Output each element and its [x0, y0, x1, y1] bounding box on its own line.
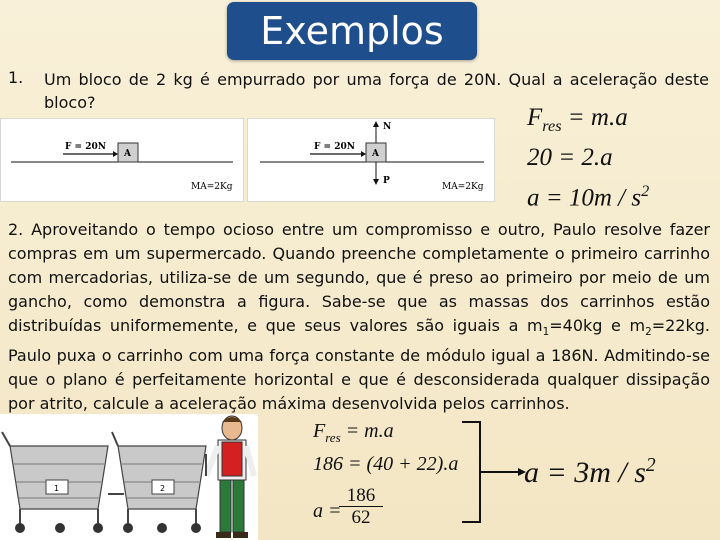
force-label: F = 20N [65, 142, 106, 152]
block-label: A [372, 149, 379, 159]
force-label: F = 20N [314, 142, 355, 152]
fraction-denominator: 62 [351, 507, 371, 528]
cart-1 [2, 432, 108, 533]
q2-result: $a = 3m / s^2$ [524, 455, 656, 489]
block-diagram-1 [0, 118, 244, 202]
q2-fraction [339, 486, 383, 529]
question-1-number: 1. [8, 68, 24, 87]
q2-equation-1: $F_{res} = m.a$ [313, 420, 394, 445]
question-1-text: Um bloco de 2 kg é empurrado por uma força de 20N. Qual a aceleração deste bloco? [44, 70, 709, 112]
cart-1-label: 1 [54, 484, 60, 493]
question-2-text: 2. Aproveitando o tempo ocioso entre um compromisso e outro, Paulo resolve fazer compras em um supermercado. Quando preenche completamente o primeiro carrinho com mercadorias, utiliza-se de um segundo, que é preso ao primeiro por meio de um gancho, como demonstra a figura. Sabe-se que as massas dos carrinhos estão distribuídas uniformemente, e que seus valores são iguais a $m_1=40kg$ e $m_2=22kg$. Paulo puxa o carrinho com uma força constante de módulo igual a 186N. Admitindo-se que o plano é perfeitamente horizontal e que é desconsiderada qualquer dissipação por atrito, calcule a aceleração máxima desenvolvida pelos carrinhos. [8, 220, 710, 414]
cart-2-label: 2 [160, 484, 166, 493]
normal-label: N [383, 122, 392, 132]
q2-equation-3-lhs: a = [313, 500, 342, 522]
cart-2 [112, 432, 206, 533]
man-figure [206, 416, 254, 538]
fraction-numerator: 186 [339, 486, 383, 507]
block-label: A [124, 149, 131, 159]
q1-equation-1: $F_{res} = m.a$ [527, 104, 628, 135]
right-brace-icon [460, 420, 530, 525]
weight-label: P [383, 176, 390, 186]
page-title: Exemplos [227, 2, 477, 60]
shopping-carts-illustration [0, 414, 258, 540]
q1-equation-3: $a = 10m / s^2$ [527, 182, 650, 212]
q2-equation-2: 186 = (40 + 22).a [313, 453, 459, 475]
block-diagram-2 [247, 118, 495, 202]
mass-label: MA=2Kg [442, 182, 484, 192]
mass-label: MA=2Kg [191, 182, 233, 192]
q1-equation-2: 20 = 2.a [527, 144, 613, 171]
